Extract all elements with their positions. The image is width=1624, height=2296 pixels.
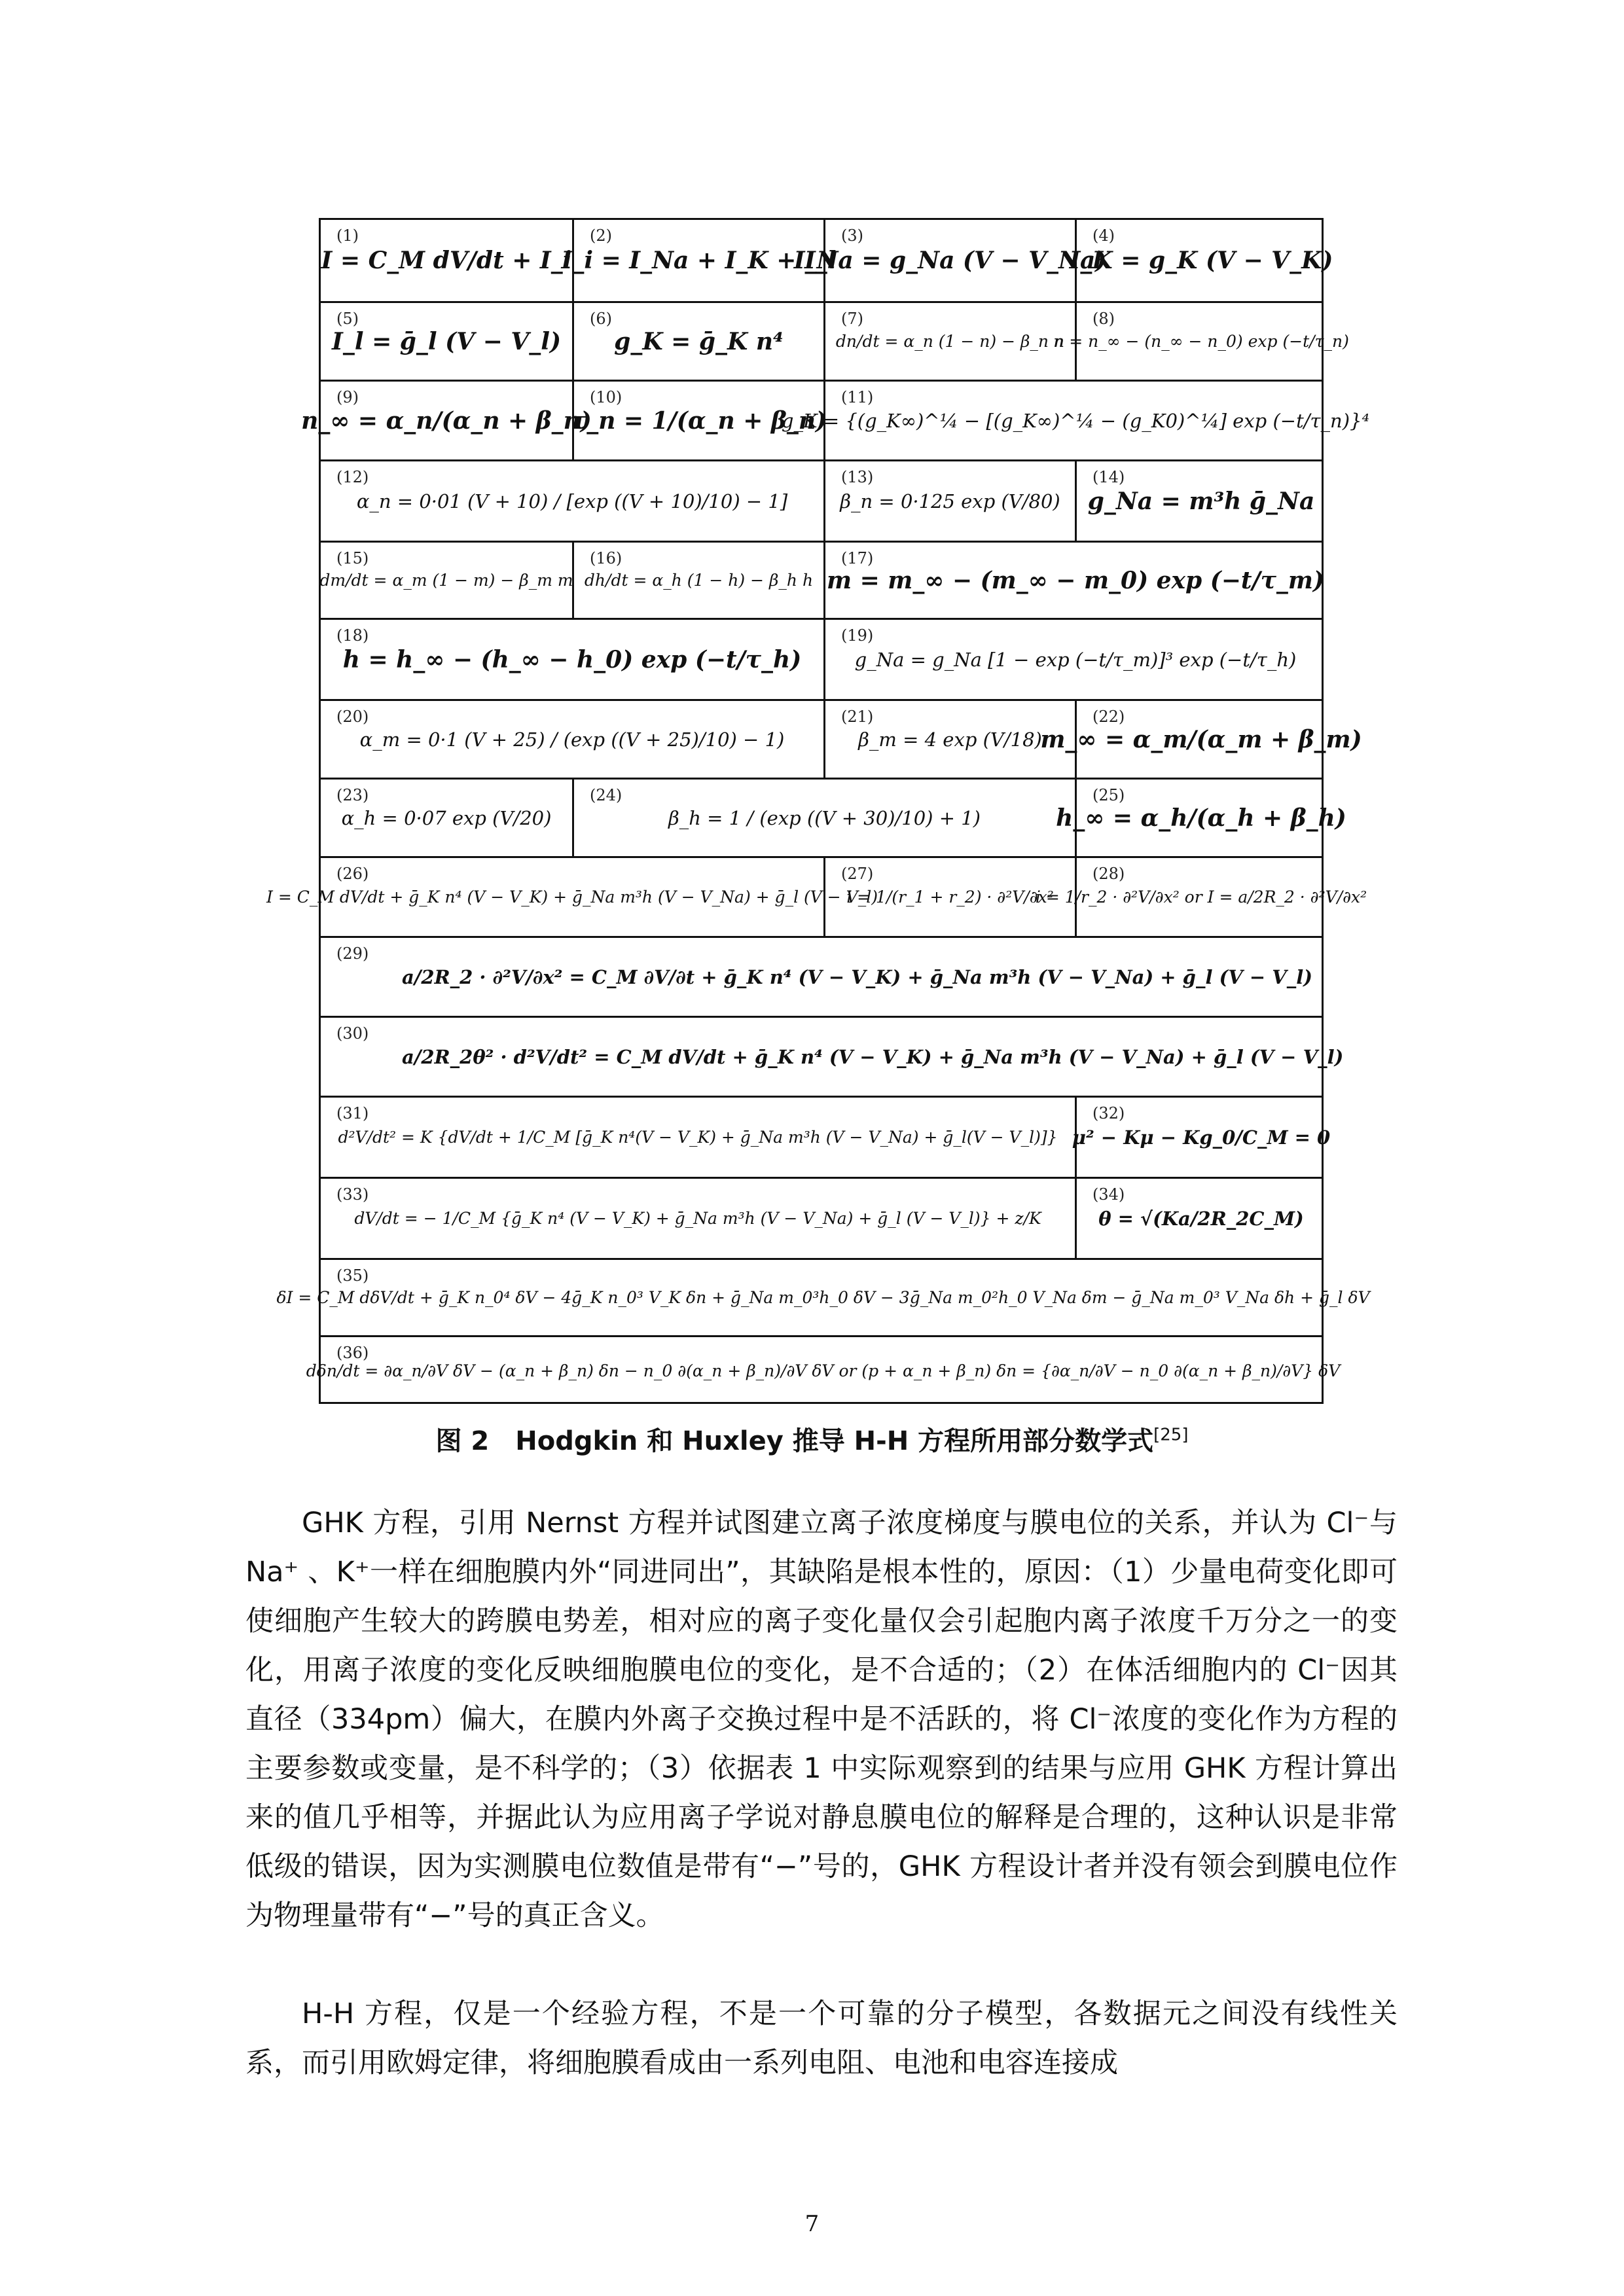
equation-number: (10)	[590, 388, 623, 406]
equation-number: (3)	[841, 226, 863, 245]
equation-cell	[321, 220, 572, 301]
equation: i = 1/r_2 · ∂²V/∂x² or I = a/2R_2 · ∂²V/∂x²	[1035, 888, 1367, 906]
equation: τ_n = 1/(α_n + β_n)	[570, 406, 827, 435]
equation: a/2R_2 · ∂²V/∂x² = C_M ∂V/∂t + ḡ_K n⁴ (V − V_K) + ḡ_Na m³h (V − V_Na) + ḡ_l (V − V_l)	[402, 965, 1313, 988]
equation-number: (33)	[336, 1185, 369, 1204]
equation-cell	[572, 543, 823, 618]
equation-number: (4)	[1092, 226, 1115, 245]
equation: h_∞ = α_h/(α_h + β_h)	[1056, 804, 1346, 832]
equation: I_l = ḡ_l (V − V_l)	[332, 327, 561, 355]
equation-number: (20)	[336, 708, 369, 726]
equation-number: (6)	[590, 310, 612, 328]
equation: δI = C_M dδV/dt + ḡ_K n_0⁴ δV − 4ḡ_K n_0³ V_K δn + ḡ_Na m_0³h_0 δV − 3ḡ_Na m_0²h_0 V_Na δm − ḡ_Na m_0³ V_Na δh + ḡ_l δV	[276, 1288, 1370, 1307]
equation-number: (15)	[336, 549, 369, 567]
equation: m_∞ = α_m/(α_m + β_m)	[1040, 725, 1362, 753]
equation-number: (14)	[1092, 468, 1125, 486]
equation-number: (34)	[1092, 1185, 1125, 1204]
equation-cell	[321, 1098, 1075, 1177]
equation: β_m = 4 exp (V/18)	[858, 728, 1042, 751]
equation: β_h = 1 / (exp ((V + 30)/10) + 1)	[668, 806, 981, 829]
equation-number: (5)	[336, 310, 359, 328]
equation-cell	[1072, 1098, 1331, 1177]
equation: θ = √(Ka/2R_2C_M)	[1098, 1207, 1304, 1230]
equation-number: (30)	[336, 1024, 369, 1043]
equation-number: (32)	[1092, 1104, 1125, 1122]
equation: I = C_M dV/dt + I_i	[321, 247, 572, 274]
equation-number: (2)	[590, 226, 612, 245]
equation: dm/dt = α_m (1 − m) − β_m m	[319, 571, 573, 590]
body-paragraph: H-H 方程，仅是一个经验方程，不是一个可靠的分子模型，各数据元之间没有线性关系，而引用欧姆定律，将细胞膜看成由一系列电阻、电池和电容连接成	[245, 1998, 1398, 2079]
equation-number: (35)	[336, 1266, 369, 1285]
equation-number: (11)	[841, 388, 874, 406]
figure-caption	[0, 1420, 1624, 1458]
equation-row	[321, 699, 1362, 778]
equation-cell	[823, 303, 1075, 380]
equation-cell	[321, 620, 823, 699]
equation-row	[319, 541, 1325, 618]
equation-number: (21)	[841, 708, 874, 726]
body-paragraph: GHK 方程，引用 Nernst 方程并试图建立离子浓度梯度与膜电位的关系，并认为 Cl⁻与 Na⁺ 、K⁺一样在细胞膜内外“同进同出”，其缺陷是根本性的，原因：（1）少量电荷变化即可使细胞产生较大的跨膜电势差，相对应的离子变化量仅会引起胞内离子浓度千万分之一的变化，用离子浓度的变化反映细胞膜电位的变化，是不合适的；（2）在体活细胞内的 Cl⁻因其直径（334pm）偏大，在膜内外离子交换过程中是不活跃的，将 Cl⁻浓度的变化作为方程的主要参数或变量，是不科学的；（3）依据表 1 中实际观察到的结果与应用 GHK 方程计算出来的值几乎相等，并据此认为应用离子学说对静息膜电位的解释是合理的，这种认识是非常低级的错误，因为实测膜电位数值是带有“−”号的，GHK 方程设计者并没有领会到膜电位作为物理量带有“−”号的真正含义。	[245, 1507, 1398, 1932]
equation-cell	[301, 382, 592, 459]
equation-row	[321, 778, 1346, 856]
equation: β_n = 0·125 exp (V/80)	[840, 490, 1060, 512]
equation: n_∞ = α_n/(α_n + β_n)	[301, 406, 592, 435]
equation-number: (27)	[841, 865, 874, 883]
equation: h = h_∞ − (h_∞ − h_0) exp (−t/τ_h)	[342, 645, 802, 673]
equation-cell	[823, 461, 1075, 541]
equation-row	[321, 1016, 1344, 1096]
equation-cell	[321, 701, 823, 778]
equation: dδn/dt = ∂α_n/∂V δV − (α_n + β_n) δn − n_0 ∂(α_n + β_n)/∂V δV or (p + α_n + β_n) δn = {∂α_n/∂V − n_0 ∂(α_n + β_n)/∂V} δV	[306, 1361, 1341, 1380]
equation: I_Na = g_Na (V − V_Na)	[793, 247, 1107, 274]
equation-row	[321, 301, 1349, 380]
equation-cell	[321, 1018, 1344, 1096]
equation: i = 1/(r_1 + r_2) · ∂²V/∂x²	[846, 888, 1054, 906]
equation: dn/dt = α_n (1 − n) − β_n n	[835, 332, 1065, 351]
equation-cell	[1053, 303, 1349, 380]
citation-reference: [25]	[1153, 1425, 1189, 1445]
equation: dh/dt = α_h (1 − h) − β_h h	[584, 571, 814, 590]
page-number: 7	[804, 2211, 820, 2237]
equation-number: (31)	[336, 1104, 369, 1122]
equation-cell	[321, 543, 572, 618]
equation-row	[321, 1096, 1331, 1177]
equation-number: (8)	[1092, 310, 1115, 328]
equation-number: (26)	[336, 865, 369, 883]
equation: n = n_∞ − (n_∞ − n_0) exp (−t/τ_n)	[1053, 332, 1349, 351]
equation-number: (25)	[1092, 786, 1125, 804]
equation: a/2R_2θ² · d²V/dt² = C_M dV/dt + ḡ_K n⁴ (V − V_K) + ḡ_Na m³h (V − V_Na) + ḡ_l (V − V_l)	[402, 1045, 1344, 1068]
equation: α_n = 0·01 (V + 10) / [exp ((V + 10)/10) − 1]	[356, 490, 788, 512]
equation: g_Na = m³h ḡ_Na	[1087, 487, 1315, 515]
equation-number: (1)	[336, 226, 359, 245]
equation-row	[276, 1258, 1370, 1335]
equation-row	[321, 1177, 1322, 1258]
equation-number: (22)	[1092, 708, 1125, 726]
equation-row	[321, 220, 1333, 301]
equation-number: (18)	[336, 626, 369, 645]
equation-row	[306, 1335, 1341, 1404]
equation-cell	[781, 382, 1370, 459]
equation-cell	[823, 620, 1326, 699]
equation-number: (19)	[841, 626, 874, 645]
equation-cell	[1056, 780, 1346, 856]
equation-cell	[321, 303, 572, 380]
equation-cell	[572, 303, 823, 380]
equation: g_Na = g_Na [1 − exp (−t/τ_m)]³ exp (−t/τ_h)	[854, 648, 1297, 671]
equation-row	[301, 380, 1370, 459]
equation-cell	[321, 780, 572, 856]
equation-row	[266, 856, 1367, 936]
equation: I = C_M dV/dt + ḡ_K n⁴ (V − V_K) + ḡ_Na m³h (V − V_Na) + ḡ_l (V − V_l)	[266, 888, 878, 906]
equation-cell	[321, 1179, 1075, 1258]
equation-number: (7)	[841, 310, 863, 328]
equation: d²V/dt² = K {dV/dt + 1/C_M [ḡ_K n⁴(V − V_K) + ḡ_Na m³h (V − V_Na) + ḡ_l(V − V_l)]}	[338, 1128, 1058, 1147]
equation-number: (17)	[841, 549, 874, 567]
equation-number: (13)	[841, 468, 874, 486]
equation: dV/dt = − 1/C_M {ḡ_K n⁴ (V − V_K) + ḡ_Na m³h (V − V_Na) + ḡ_l (V − V_l)} + z/K	[354, 1209, 1041, 1228]
equation-cell	[823, 543, 1326, 618]
equation: I_i = I_Na + I_K + I_l	[561, 247, 837, 274]
equation-row	[321, 618, 1322, 699]
equation-cell	[276, 1260, 1370, 1335]
equation: m = m_∞ − (m_∞ − m_0) exp (−t/τ_m)	[826, 566, 1325, 594]
equation-number: (28)	[1092, 865, 1125, 883]
equation-cell	[1069, 220, 1333, 301]
caption-text: 图 2 Hodgkin 和 Huxley 推导 H-H 方程所用部分数学式	[435, 1426, 1154, 1456]
equation: g_K = ḡ_K n⁴	[614, 327, 784, 355]
equation-number: (24)	[590, 786, 623, 804]
equation-cell	[793, 220, 1107, 301]
equation-number: (36)	[336, 1344, 369, 1362]
equation-number: (16)	[590, 549, 623, 567]
equation-cell	[1075, 461, 1326, 541]
equation: μ² − Kμ − Kg_0/C_M = 0	[1072, 1126, 1331, 1149]
equation-row	[321, 459, 1322, 541]
equation-cell	[1035, 858, 1367, 936]
equation-number: (9)	[336, 388, 359, 406]
equation-number: (29)	[336, 944, 369, 963]
equation-cell	[1040, 701, 1362, 778]
equation-number: (12)	[336, 468, 369, 486]
equation: g_K = {(g_K∞)^¼ − [(g_K∞)^¼ − (g_K0)^¼] exp (−t/τ_n)}⁴	[781, 409, 1370, 432]
equation-cell	[321, 938, 1326, 1016]
equation-number: (23)	[336, 786, 369, 804]
equation: α_m = 0·1 (V + 25) / (exp ((V + 25)/10) − 1)	[359, 728, 785, 751]
equation-cell	[306, 1337, 1341, 1404]
equation: α_h = 0·07 exp (V/20)	[341, 806, 552, 829]
equation: I_K = g_K (V − V_K)	[1069, 247, 1333, 274]
equation-cell	[572, 780, 1075, 856]
equation-row	[321, 936, 1322, 1016]
equation-cell	[1075, 1179, 1326, 1258]
equation-cell	[321, 461, 823, 541]
equation-table	[266, 218, 1370, 1404]
